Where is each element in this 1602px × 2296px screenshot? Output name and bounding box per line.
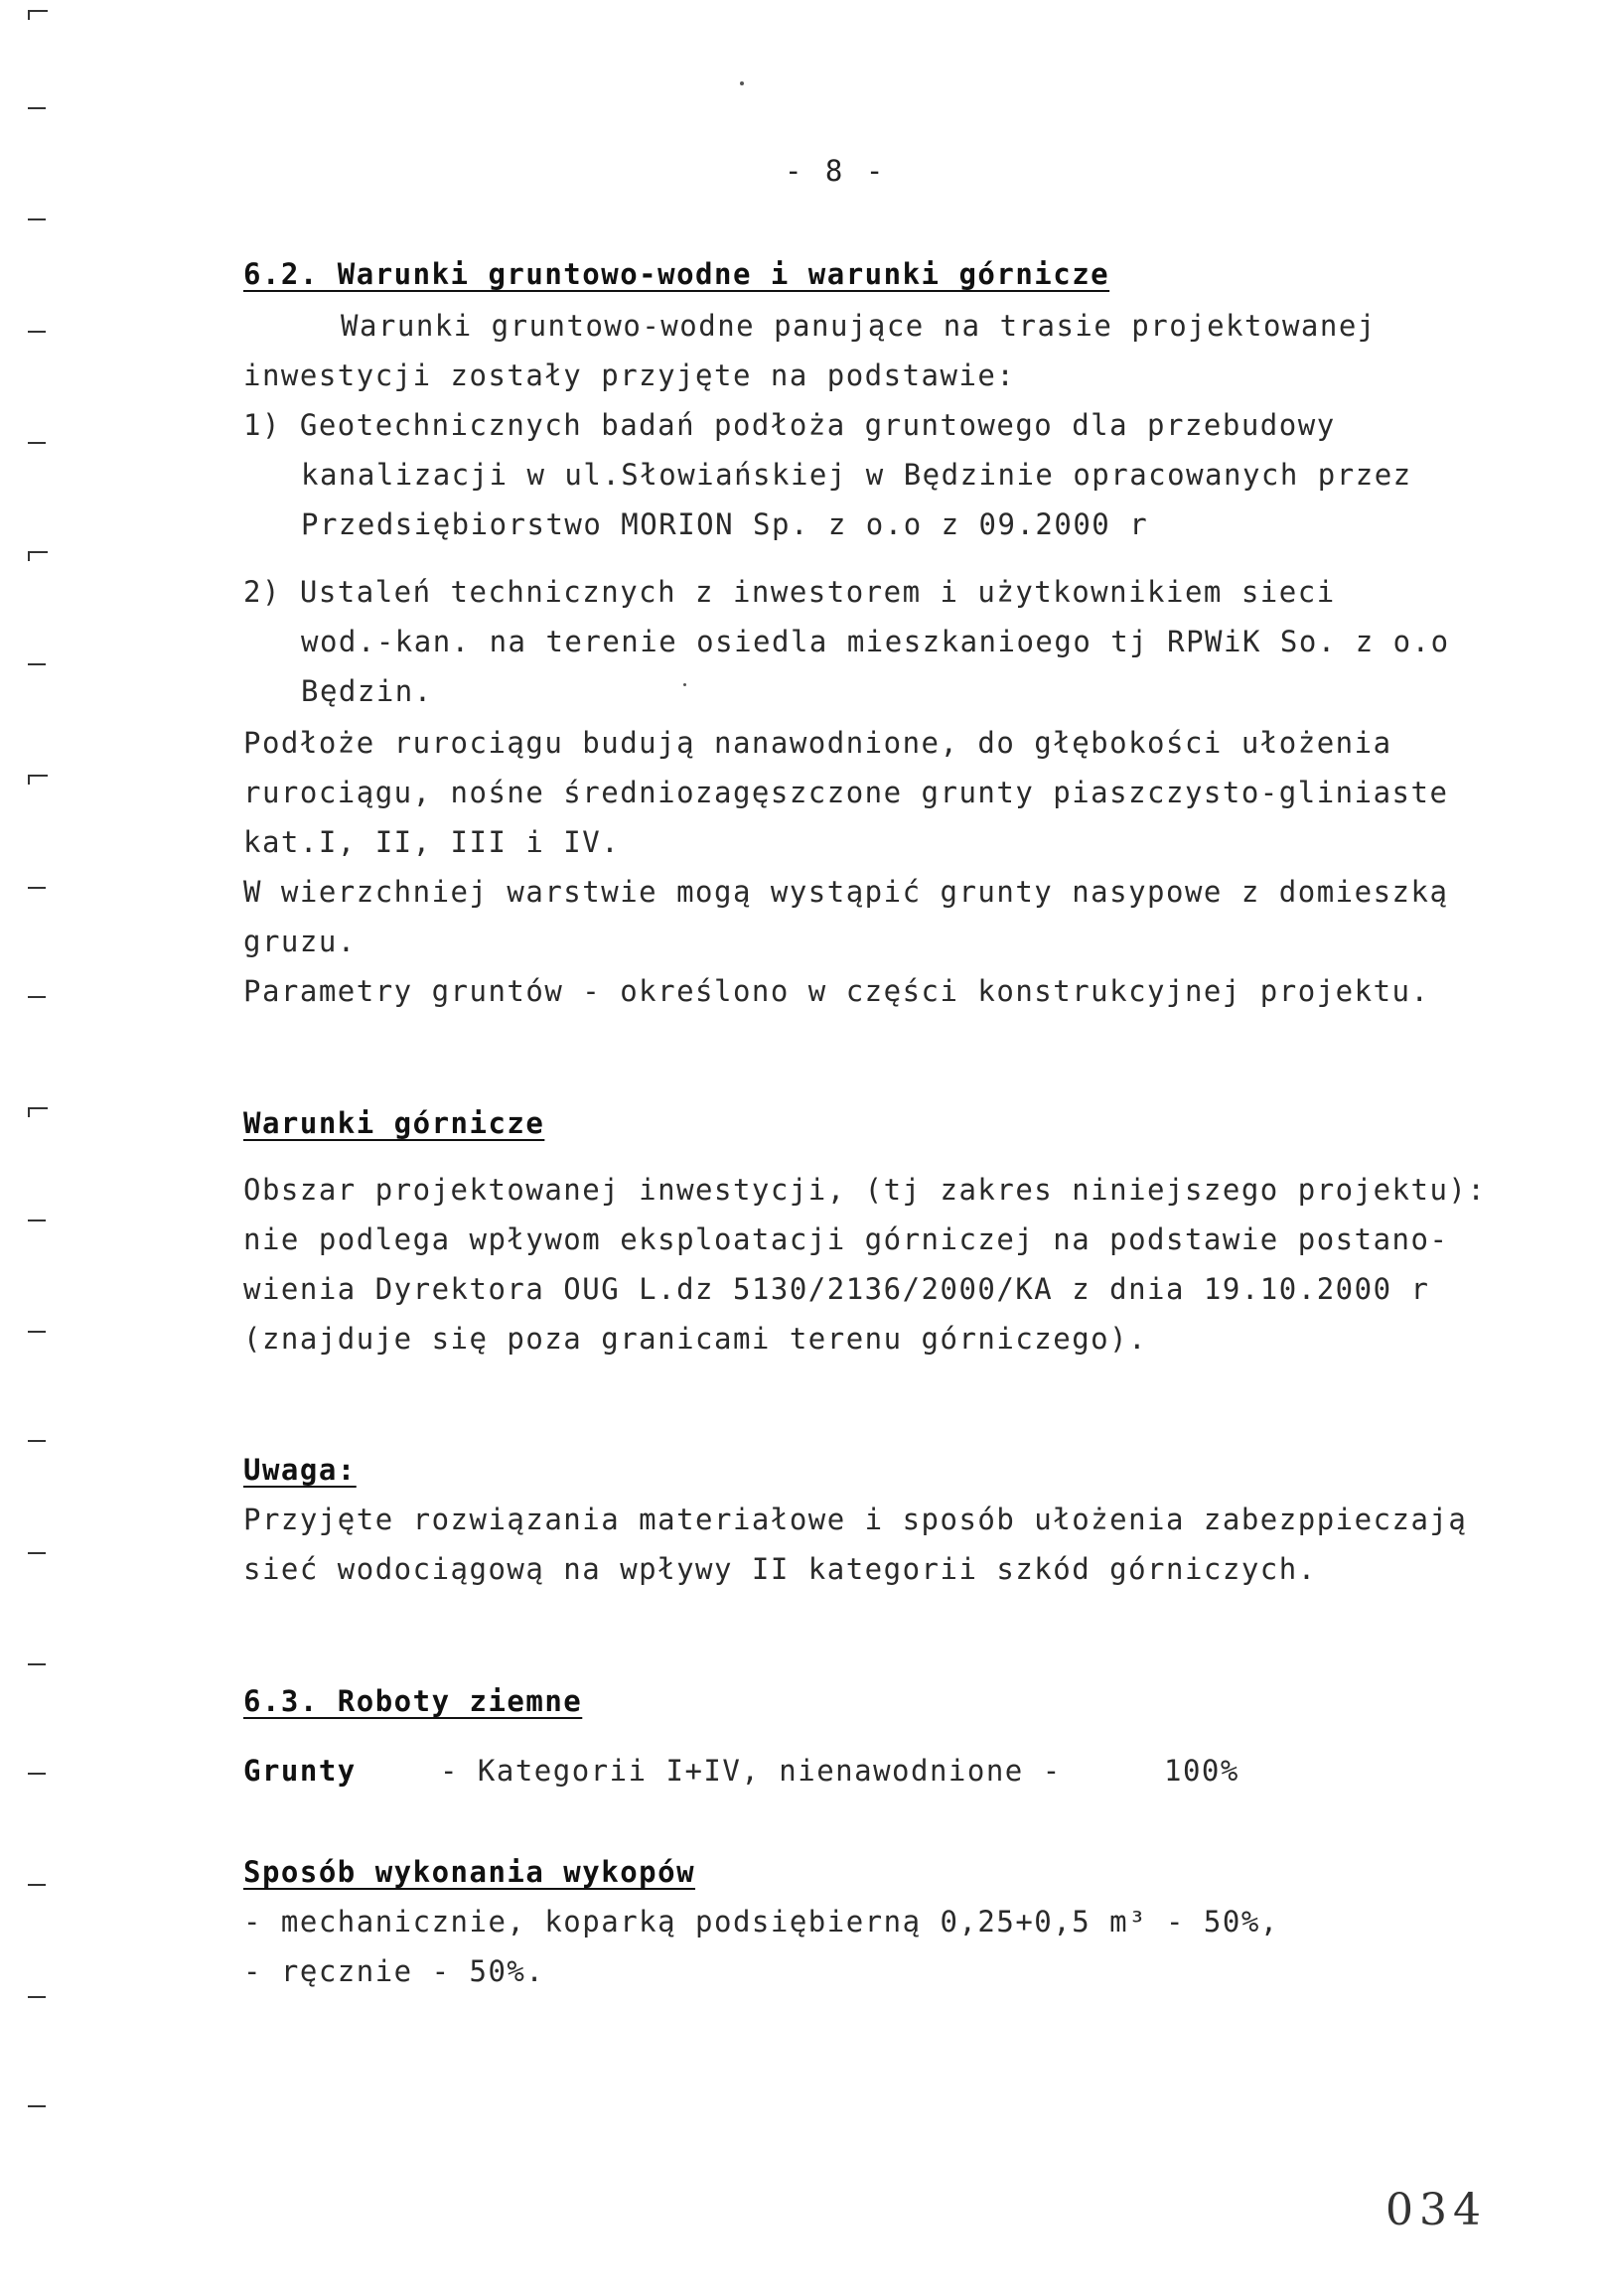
margin-mark xyxy=(28,1884,46,1886)
margin-mark xyxy=(28,107,46,109)
margin-mark xyxy=(28,996,46,998)
text-line: nie podlega wpływom eksploatacji górniczej na podstawie postano- xyxy=(243,1222,1449,1256)
list-item: 1) Geotechnicznych badań podłoża gruntowego dla przebudowy xyxy=(243,408,1336,442)
text-line: inwestycji zostały przyjęte na podstawie: xyxy=(243,359,1016,392)
margin-mark xyxy=(28,331,46,333)
margin-mark xyxy=(28,10,48,20)
page-number: - 8 - xyxy=(785,154,887,188)
note-heading: Uwaga: xyxy=(243,1453,357,1487)
speck xyxy=(683,683,686,686)
list-item: - mechanicznie, koparką podsiębierną 0,25+0,5 m³ - 50%, xyxy=(243,1905,1279,1938)
margin-mark xyxy=(28,775,48,785)
grunty-text: - Kategorii I+IV, nienawodnione - xyxy=(440,1754,1062,1788)
margin-mark xyxy=(28,1440,46,1442)
margin-mark xyxy=(28,1773,46,1775)
text-line: W wierzchniej warstwie mogą wystąpić grunty nasypowe z domieszką xyxy=(243,875,1449,909)
margin-mark xyxy=(28,1996,46,1998)
margin-mark xyxy=(28,218,46,220)
text-line: wienia Dyrektora OUG L.dz 5130/2136/2000/KA z dnia 19.10.2000 r xyxy=(243,1272,1430,1306)
text-line: Przedsiębiorstwo MORION Sp. z o.o z 09.2000 r xyxy=(301,507,1149,541)
list-item: - ręcznie - 50%. xyxy=(243,1954,545,1988)
margin-mark xyxy=(28,1331,46,1333)
margin-mark xyxy=(28,663,46,665)
grunty-value: 100% xyxy=(1164,1754,1239,1788)
section-heading-6-2: 6.2. Warunki gruntowo-wodne i warunki górnicze xyxy=(243,257,1110,291)
margin-mark xyxy=(28,1552,46,1554)
grunty-label: Grunty xyxy=(243,1754,357,1788)
text-line: rurociągu, nośne średniozagęszczone grunty piaszczysto-gliniaste xyxy=(243,776,1449,809)
text-line: kat.I, II, III i IV. xyxy=(243,825,621,859)
page-stamp-number: 034 xyxy=(1385,2185,1487,2235)
list-item: 2) Ustaleń technicznych z inwestorem i użytkownikiem sieci xyxy=(243,575,1336,609)
speck xyxy=(740,81,744,85)
section-heading-6-3: 6.3. Roboty ziemne xyxy=(243,1684,583,1718)
margin-mark xyxy=(28,2105,46,2107)
margin-mark xyxy=(28,887,46,889)
text-line: Parametry gruntów - określono w części konstrukcyjnej projektu. xyxy=(243,974,1430,1008)
text-line: gruzu. xyxy=(243,925,357,958)
text-line: Warunki gruntowo-wodne panujące na trasie projektowanej xyxy=(341,309,1377,343)
subsection-heading-warunki-gornicze: Warunki górnicze xyxy=(243,1106,545,1140)
text-line: Przyjęte rozwiązania materiałowe i sposób ułożenia zabezppieczają xyxy=(243,1503,1468,1536)
text-line: Obszar projektowanej inwestycji, (tj zakres niniejszego projektu): xyxy=(243,1173,1487,1207)
margin-mark xyxy=(28,442,46,444)
text-line: (znajduje się poza granicami terenu górniczego). xyxy=(243,1322,1148,1356)
subsection-heading-sposob: Sposób wykonania wykopów xyxy=(243,1855,696,1889)
text-line: Podłoże rurociągu budują nanawodnione, do głębokości ułożenia xyxy=(243,726,1392,760)
margin-mark xyxy=(28,1220,46,1221)
margin-mark xyxy=(28,551,48,561)
margin-mark xyxy=(28,1107,48,1117)
text-line: Będzin. xyxy=(301,674,433,708)
margin-mark xyxy=(28,1663,46,1665)
text-line: kanalizacji w ul.Słowiańskiej w Będzinie opracowanych przez xyxy=(301,458,1412,492)
text-line: sieć wodociągową na wpływy II kategorii szkód górniczych. xyxy=(243,1552,1317,1586)
text-line: wod.-kan. na terenie osiedla mieszkanioego tj RPWiK So. z o.o xyxy=(301,625,1450,658)
